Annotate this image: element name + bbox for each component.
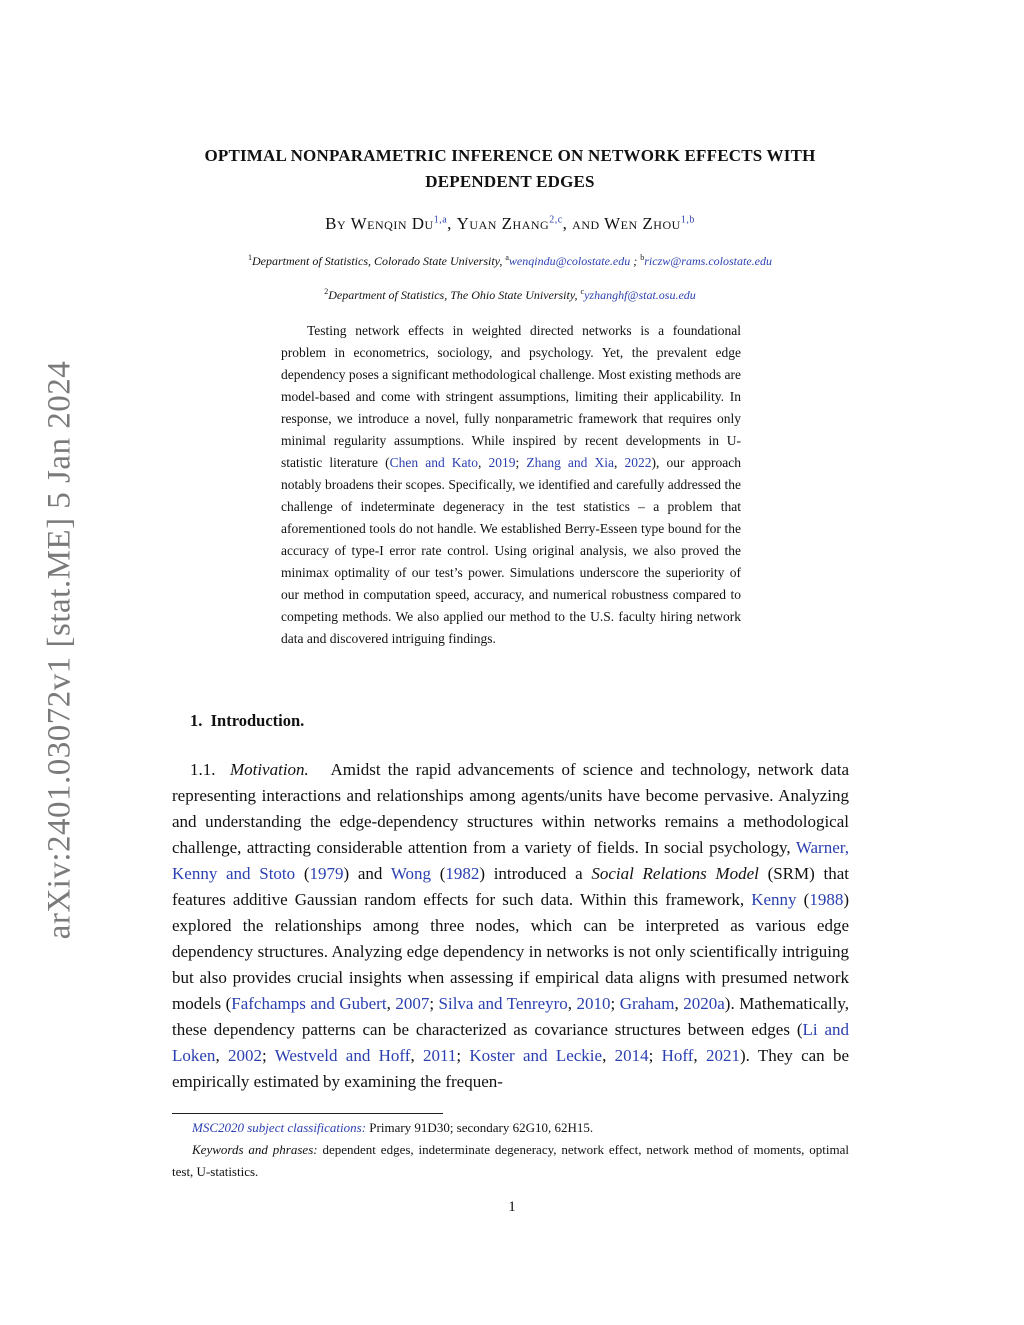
cite-warner[interactable]: Warner, Kenny and Stoto xyxy=(172,838,849,883)
title-line-2: DEPENDENT EDGES xyxy=(425,172,595,191)
cite-westveld[interactable]: Westveld and Hoff xyxy=(274,1046,411,1065)
footnote-msc: MSC2020 subject classifications: Primary 91D30; secondary 62G10, 62H15. xyxy=(192,1120,594,1135)
email-wenqindu[interactable]: wenqindu@colostate.edu xyxy=(508,254,631,268)
author-zhang: Yuan Zhang xyxy=(456,214,550,233)
cite-wong[interactable]: Wong xyxy=(390,864,431,883)
affiliation-1: $^1$Department of Statistics, Colorado State University, $^a$wenqindu@colostate.edu ; $^b$riczw@rams.colostate.edu xyxy=(248,253,772,268)
body-text xyxy=(172,757,849,1095)
cite-chen-kato[interactable]: Chen and Kato xyxy=(389,455,479,470)
author-du-sup[interactable]: 1,a xyxy=(433,214,448,226)
subsection-title: Motivation. xyxy=(229,760,309,779)
footnote-rule xyxy=(172,1113,443,1114)
cite-fafchamps-year[interactable]: 2007 xyxy=(395,994,430,1013)
email-riczw[interactable]: riczw@rams.colostate.edu xyxy=(644,254,772,268)
cite-kenny[interactable]: Kenny xyxy=(751,890,797,909)
cite-koster-year[interactable]: 2014 xyxy=(614,1046,649,1065)
title-line-1: OPTIMAL NONPARAMETRIC INFERENCE ON NETWORK EFFECTS WITH xyxy=(204,146,816,165)
cite-hoff[interactable]: Hoff xyxy=(661,1046,694,1065)
cite-zhang-xia[interactable]: Zhang and Xia xyxy=(526,455,615,470)
cite-westveld-year[interactable]: 2011 xyxy=(422,1046,457,1065)
email-yzhanghf[interactable]: yzhanghf@stat.osu.edu xyxy=(584,288,696,302)
cite-fafchamps[interactable]: Fafchamps and Gubert xyxy=(231,994,387,1013)
page-number: 1 xyxy=(508,1199,516,1215)
cite-koster[interactable]: Koster and Leckie xyxy=(469,1046,603,1065)
paper-title xyxy=(172,143,848,195)
cite-graham[interactable]: Graham xyxy=(619,994,675,1013)
author-zhang-sup[interactable]: 2,c xyxy=(549,214,563,226)
cite-silva[interactable]: Silva and Tenreyro xyxy=(438,994,568,1013)
footnote-keywords: Keywords and phrases: dependent edges, indeterminate degeneracy, network effect, network method of moments, optimal test, U-statistics. xyxy=(172,1142,850,1179)
cite-kenny-year[interactable]: 1988 xyxy=(809,890,844,909)
cite-wong-year[interactable]: 1982 xyxy=(445,864,480,883)
cite-li-loken[interactable]: Li and Loken xyxy=(172,1020,849,1065)
cite-chen-kato-year[interactable]: 2019 xyxy=(488,455,516,470)
motivation-paragraph: 1.1. Motivation. Amidst the rapid advancements of science and technology, network data representing interactions and relationships among agents/units have become pervasive. Analyzing and understanding the edge-dependency structures within networks remains a methodological challenge, attracting considerable attention from a variety of fields. In social psychology, Warner, Kenny and Stoto (1979) and Wong (1982) introduced a Social Relations Model (SRM) that features additive Gaussian random effects for such data. Within this framework, Kenny (1988) explored the relationships among three nodes, which can be interpreted as various edge dependency structures. Analyzing edge dependency in networks is not only scientifically intriguing but also provides crucial insights when assessing if empirical data aligns with presumed network models (Fafchamps and Gubert, 2007; Silva and Tenreyro, 2010; Graham, 2020a). Mathematically, these dependency patterns can be characterized as covariance structures between edges (Li and Loken, 2002; Westveld and Hoff, 2011; Koster and Leckie, 2014; Hoff, 2021). They can be empirically estimated by examining the frequen- xyxy=(172,760,850,1091)
section-heading: 1. Introduction. xyxy=(190,711,305,730)
affiliation-2: $^2$Department of Statistics, The Ohio State University, $^c$yzhanghf@stat.osu.edu xyxy=(324,287,696,302)
cite-graham-year[interactable]: 2020a xyxy=(683,994,725,1013)
cite-li-loken-year[interactable]: 2002 xyxy=(227,1046,262,1065)
abstract-paragraph: Testing network effects in weighted directed networks is a foundational problem in econometrics, sociology, and psychology. Yet, the prevalent edge dependency poses a significant methodological challenge. Most existing methods are model-based and come with stringent assumptions, limiting their applicability. In response, we introduce a novel, fully nonparametric framework that requires only minimal regularity assumptions. While inspired by recent developments in U-statistic literature (Chen and Kato, 2019; Zhang and Xia, 2022), our approach notably broadens their scopes. Specifically, we identified and carefully addressed the challenge of indeterminate degeneracy in the test statistics – a problem that aforementioned tools do not handle. We established Berry-Esseen type bound for the accuracy of type-I error rate control. Using original analysis, we also proved the minimax optimality of our test’s power. Simulations underscore the superiority of our method in computation speed, accuracy, and numerical robustness compared to competing methods. We also applied our method to the U.S. faculty hiring network data and discovered intriguing findings. xyxy=(281,323,741,646)
author-list: By Wenqin Du$^{1,a}$, Yuan Zhang$^{2,c}$, and Wen Zhou$^{1,b}$ xyxy=(325,214,695,233)
abstract xyxy=(281,320,741,650)
cite-hoff-year[interactable]: 2021 xyxy=(705,1046,740,1065)
author-zhou-sup[interactable]: 1,b xyxy=(680,214,695,226)
cite-warner-year[interactable]: 1979 xyxy=(309,864,344,883)
cite-zhang-xia-year[interactable]: 2022 xyxy=(624,455,652,470)
cite-silva-year[interactable]: 2010 xyxy=(576,994,611,1013)
msc-link[interactable]: MSC2020 subject classifications: xyxy=(192,1120,367,1135)
author-du: Wenqin Du xyxy=(350,214,434,233)
author-zhou: Wen Zhou xyxy=(604,214,681,233)
authors-by: By xyxy=(325,214,351,233)
